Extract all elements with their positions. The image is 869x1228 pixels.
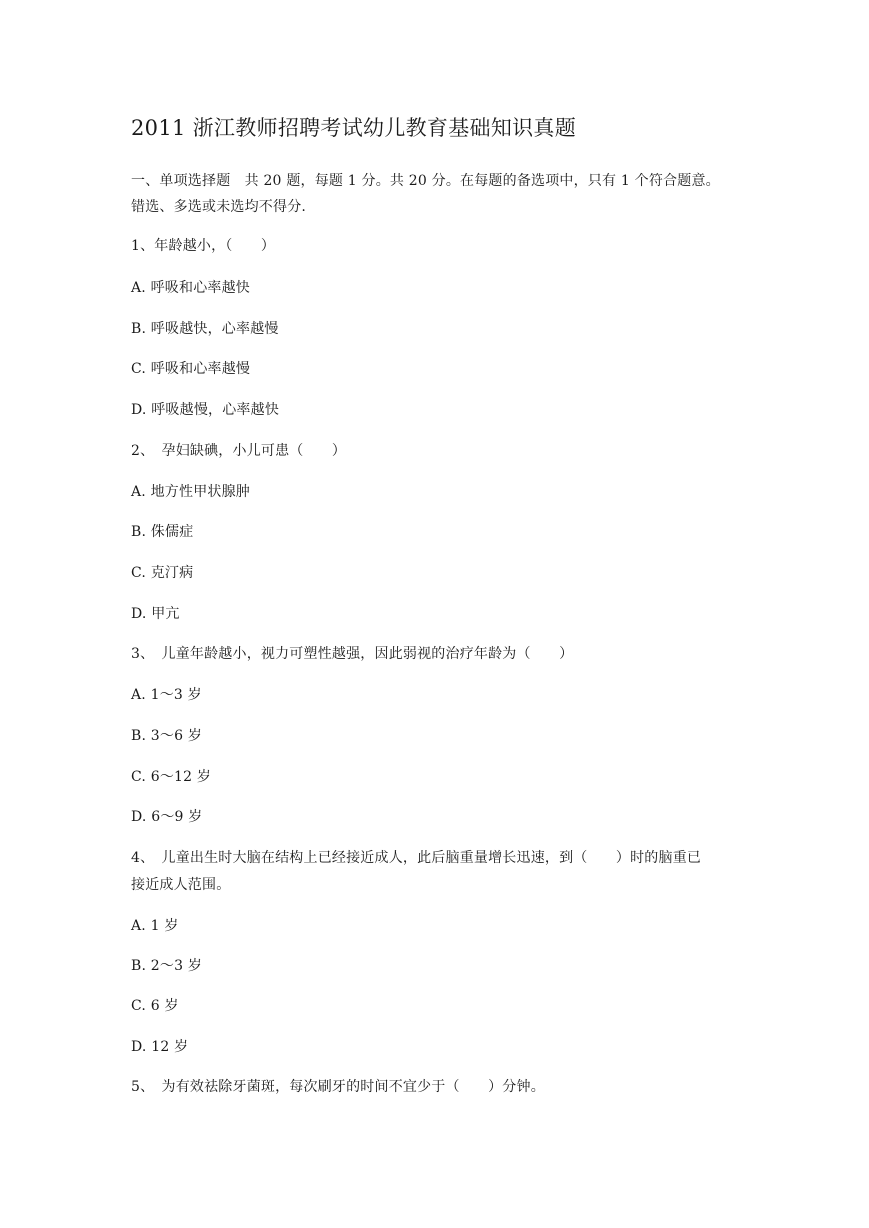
- question-5-stem: 5、 为有效祛除牙菌斑，每次刷牙的时间不宜少于（ ）分钟。: [131, 1079, 545, 1095]
- question-4-option-a: A. 1 岁: [131, 918, 179, 934]
- question-4-stem: 4、 儿童出生时大脑在结构上已经接近成人，此后脑重量增长迅速，到（ ）时的脑重已: [131, 850, 702, 866]
- question-1-option-b: B. 呼吸越快，心率越慢: [131, 321, 279, 337]
- question-2-option-c: C. 克汀病: [131, 565, 194, 581]
- question-3-option-b: B. 3～6 岁: [131, 728, 203, 744]
- question-3-option-a: A. 1～3 岁: [131, 687, 202, 703]
- question-2-option-a: A. 地方性甲状腺肿: [131, 484, 251, 500]
- question-3-stem: 3、 儿童年龄越小，视力可塑性越强，因此弱视的治疗年龄为（ ）: [131, 646, 574, 662]
- question-3-option-c: C. 6～12 岁: [131, 769, 212, 785]
- question-2-option-b: B. 侏儒症: [131, 524, 194, 540]
- question-1-stem: 1、年龄越小，（ ）: [131, 238, 276, 254]
- question-1-option-a: A. 呼吸和心率越快: [131, 280, 251, 296]
- section-instructions-line-2: 错选、多选或未选均不得分.: [131, 199, 307, 215]
- section-instructions-line-1: 一、单项选择题 共 20 题，每题 1 分。共 20 分。在每题的备选项中，只有 1 个符合题意。: [131, 173, 720, 189]
- document-title: 2011 浙江教师招聘考试幼儿教育基础知识真题: [131, 116, 577, 140]
- question-3-option-d: D. 6～9 岁: [131, 809, 203, 825]
- question-2-stem: 2、 孕妇缺碘，小儿可患（ ）: [131, 443, 347, 459]
- question-4-option-d: D. 12 岁: [131, 1039, 189, 1055]
- question-1-option-c: C. 呼吸和心率越慢: [131, 361, 251, 377]
- question-1-option-d: D. 呼吸越慢，心率越快: [131, 402, 280, 418]
- question-4-option-b: B. 2～3 岁: [131, 958, 203, 974]
- question-2-option-d: D. 甲亢: [131, 606, 180, 622]
- question-4-stem-continued: 接近成人范围。: [131, 877, 231, 893]
- question-4-option-c: C. 6 岁: [131, 998, 179, 1014]
